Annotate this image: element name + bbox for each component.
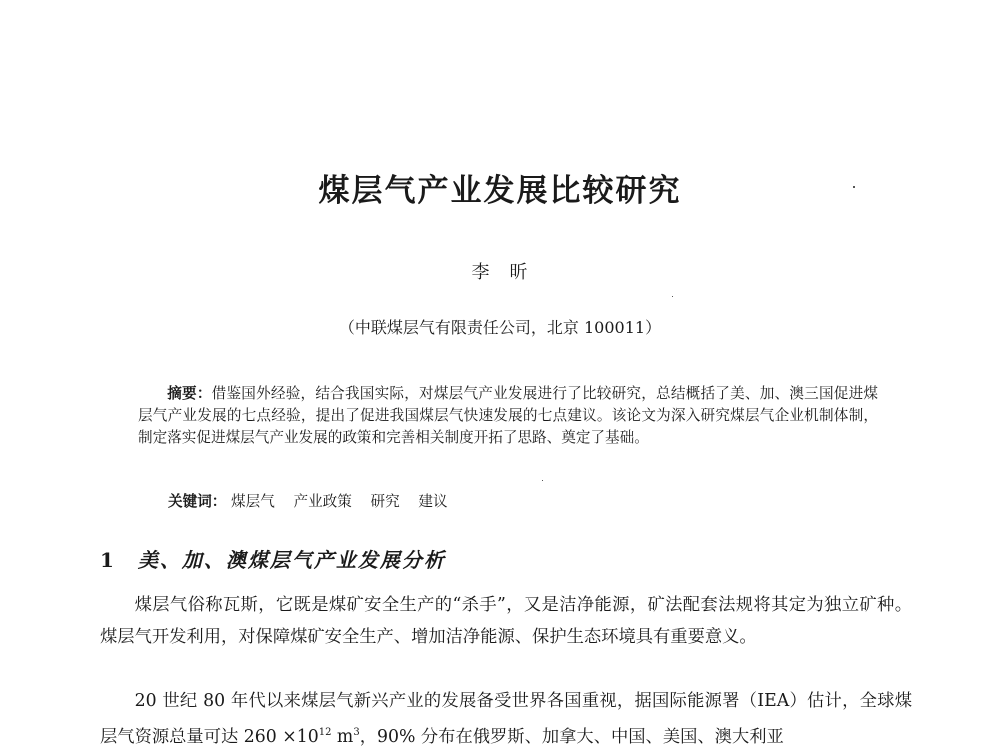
abstract-label: 摘要： [167, 385, 212, 402]
section-title: 美、加、澳煤层气产业发展分析 [137, 548, 446, 572]
section-heading [100, 544, 446, 573]
keyword-item: 研究 [370, 493, 400, 510]
abstract-text: 借鉴国外经验，结合我国实际，对煤层气产业发展进行了比较研究，总结概括了美、加、澳三国促进煤层气产业发展的七点经验，提出了促进我国煤层气快速发展的七点建议。该论文为深入研究煤层气企业机制体制，制定落实促进煤层气产业发展的政策和完善相关制度开拓了思路、奠定了基础。 [138, 385, 878, 446]
keywords-label: 关键词： [168, 493, 227, 510]
section-number: 1 [100, 548, 116, 572]
paper-title: 煤层气产业发展比较研究 [318, 173, 682, 209]
keyword-item: 产业政策 [293, 493, 352, 510]
exponent-3: 3 [353, 727, 360, 738]
author-name: 李 昕 [471, 262, 529, 283]
scan-speck [853, 186, 855, 188]
exponent-12: 12 [318, 727, 332, 738]
paragraph-2-text-start: 20 世纪 80 年代以来煤层气新兴产业的发展备受世界各国重视，据国际能源署（IEA）估计，全球煤层气资源总量可达 260 ×10 [100, 691, 912, 747]
keywords [168, 491, 868, 513]
body-paragraph-1: 煤层气俗称瓦斯，它既是煤矿安全生产的“杀手”，又是洁净能源，矿法配套法规将其定为独立矿种。煤层气开发利用，对保障煤矿安全生产、增加洁净能源、保护生态环境具有重要意义。 [100, 595, 912, 647]
author-affiliation: （中联煤层气有限责任公司，北京 100011） [338, 318, 662, 337]
keyword-item: 建议 [418, 493, 448, 510]
scan-speck [542, 480, 543, 481]
unit-m: m [331, 726, 354, 747]
paragraph-2-text-end: ，90% 分布在俄罗斯、加拿大、中国、美国、澳大利亚 [359, 726, 784, 747]
abstract [138, 383, 878, 449]
body-paragraph-2 [100, 685, 912, 753]
keyword-item: 煤层气 [231, 493, 275, 510]
scan-speck [672, 296, 673, 297]
